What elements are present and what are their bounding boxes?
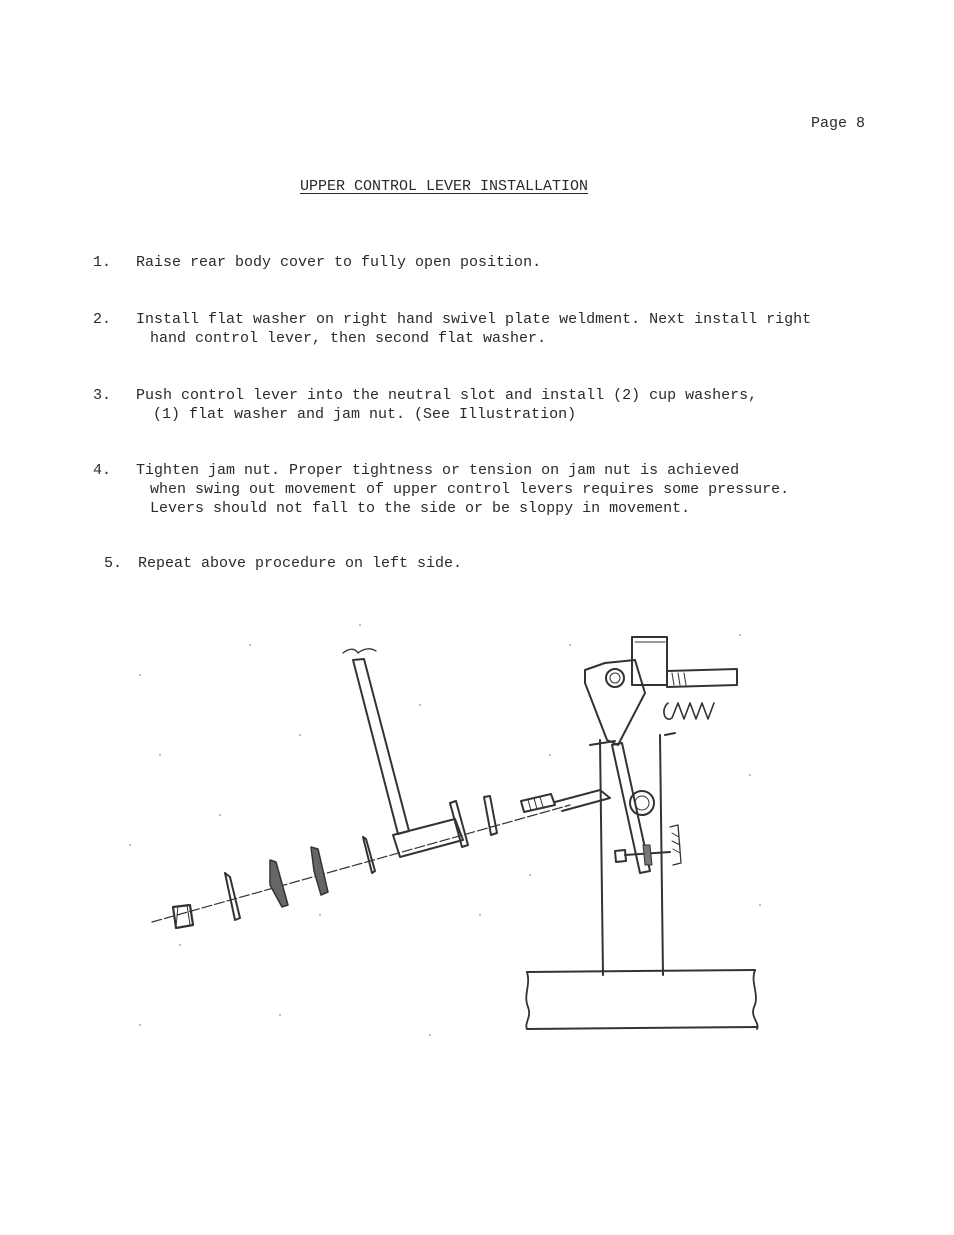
step-number: 3.: [93, 387, 112, 404]
page-title: UPPER CONTROL LEVER INSTALLATION: [300, 178, 589, 195]
step-number: 5.: [104, 555, 123, 572]
step-text: Tighten jam nut. Proper tightness or tension on jam nut is achieved: [136, 462, 740, 479]
step-number: 2.: [93, 311, 112, 328]
step-4: [93, 461, 790, 556]
page-number: Page 8: [811, 115, 866, 132]
step-text-continued: when swing out movement of upper control levers requires some pressure.: [150, 481, 790, 498]
exploded-lever-assembly-icon: [100, 615, 770, 1055]
step-text-continued: hand control lever, then second flat washer.: [150, 330, 547, 347]
step-text-continued: Levers should not fall to the side or be sloppy in movement.: [150, 500, 691, 517]
lever-assembly-figure: [100, 615, 770, 1055]
step-2: [93, 310, 812, 386]
step-3: [93, 386, 758, 462]
step-number: 1.: [93, 254, 112, 271]
step-text: Push control lever into the neutral slot and install (2) cup washers,: [136, 387, 758, 404]
step-text: Raise rear body cover to fully open position.: [136, 254, 542, 271]
step-text: Repeat above procedure on left side.: [138, 555, 463, 572]
step-1: [93, 253, 542, 310]
step-number: 4.: [93, 462, 112, 479]
step-5: [104, 554, 463, 611]
step-text-continued: (1) flat washer and jam nut. (See Illustration): [153, 406, 577, 423]
step-text: Install flat washer on right hand swivel plate weldment. Next install right: [136, 311, 812, 328]
